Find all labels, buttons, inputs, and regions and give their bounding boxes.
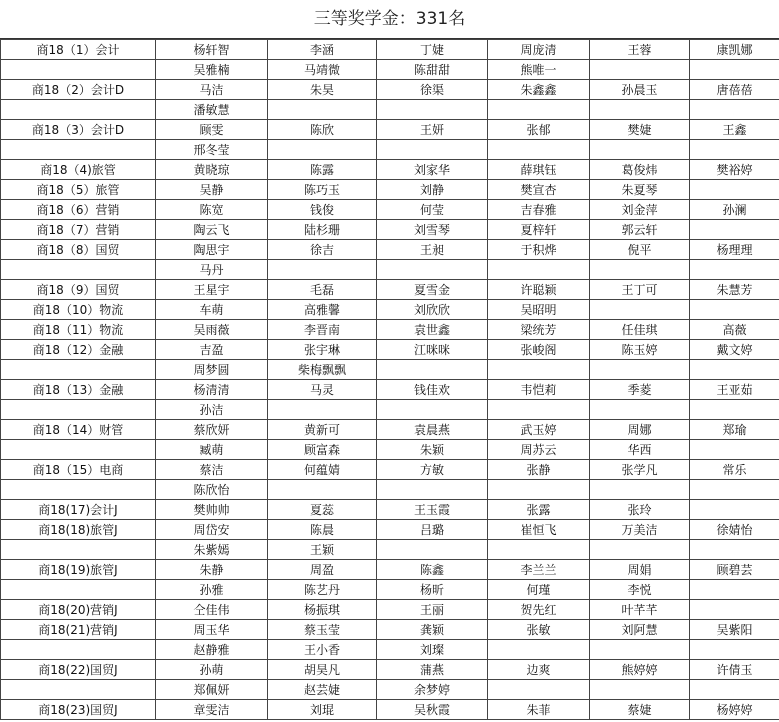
name-cell[interactable]: 袁晨燕 bbox=[377, 420, 488, 440]
class-cell[interactable] bbox=[1, 140, 156, 160]
name-cell[interactable]: 吉盈 bbox=[156, 340, 268, 360]
name-cell[interactable]: 顾富森 bbox=[268, 440, 377, 460]
name-cell[interactable] bbox=[690, 100, 779, 120]
table-row bbox=[1, 220, 779, 240]
table-row bbox=[1, 80, 779, 100]
name-cell[interactable] bbox=[590, 140, 690, 160]
name-cell[interactable]: 武玉婷 bbox=[488, 420, 590, 440]
name-cell[interactable]: 周岱安 bbox=[156, 520, 268, 540]
table-row bbox=[1, 540, 779, 560]
name-cell[interactable]: 徐吉 bbox=[268, 240, 377, 260]
name-cell[interactable] bbox=[488, 680, 590, 700]
table-row bbox=[1, 620, 779, 640]
class-cell[interactable] bbox=[1, 440, 156, 460]
class-cell[interactable]: 商18（5）旅管 bbox=[1, 180, 156, 200]
name-cell[interactable]: 徐渠 bbox=[377, 80, 488, 100]
table-row bbox=[1, 280, 779, 300]
name-cell[interactable]: 郑瑜 bbox=[690, 420, 779, 440]
name-cell[interactable]: 顾雯 bbox=[156, 120, 268, 140]
name-cell[interactable]: 熊婷婷 bbox=[590, 660, 690, 680]
name-cell[interactable]: 陈甜甜 bbox=[377, 60, 488, 80]
name-cell[interactable] bbox=[268, 100, 377, 120]
class-cell[interactable] bbox=[1, 260, 156, 280]
name-cell[interactable]: 樊婕 bbox=[590, 120, 690, 140]
name-cell[interactable]: 樊裕婷 bbox=[690, 160, 779, 180]
name-cell[interactable] bbox=[488, 640, 590, 660]
table-row bbox=[1, 460, 779, 480]
table-row bbox=[1, 420, 779, 440]
name-cell[interactable]: 王鑫 bbox=[690, 120, 779, 140]
name-cell[interactable]: 仝佳伟 bbox=[156, 600, 268, 620]
name-cell[interactable] bbox=[690, 580, 779, 600]
class-cell[interactable]: 商18（7）营销 bbox=[1, 220, 156, 240]
name-cell[interactable]: 余梦婷 bbox=[377, 680, 488, 700]
name-cell[interactable]: 张露 bbox=[488, 500, 590, 520]
name-cell[interactable]: 张郁 bbox=[488, 120, 590, 140]
name-cell[interactable]: 陈露 bbox=[268, 160, 377, 180]
table-row bbox=[1, 700, 779, 720]
name-cell[interactable]: 赵芸婕 bbox=[268, 680, 377, 700]
name-cell[interactable]: 赵静雅 bbox=[156, 640, 268, 660]
table-row bbox=[1, 160, 779, 180]
name-cell[interactable] bbox=[590, 260, 690, 280]
name-cell[interactable]: 刘琨 bbox=[268, 700, 377, 720]
name-cell[interactable]: 蔡欣妍 bbox=[156, 420, 268, 440]
name-cell[interactable] bbox=[690, 300, 779, 320]
name-cell[interactable]: 方敏 bbox=[377, 460, 488, 480]
class-cell[interactable]: 商18（10）物流 bbox=[1, 300, 156, 320]
name-cell[interactable]: 夏梓轩 bbox=[488, 220, 590, 240]
name-cell[interactable]: 王丽 bbox=[377, 600, 488, 620]
name-cell[interactable] bbox=[590, 640, 690, 660]
name-cell[interactable]: 朱颖 bbox=[377, 440, 488, 460]
name-cell[interactable]: 倪平 bbox=[590, 240, 690, 260]
name-cell[interactable]: 车萌 bbox=[156, 300, 268, 320]
name-cell[interactable]: 华西 bbox=[590, 440, 690, 460]
name-cell[interactable]: 朱夏琴 bbox=[590, 180, 690, 200]
name-cell[interactable] bbox=[590, 680, 690, 700]
name-cell[interactable]: 陶思宇 bbox=[156, 240, 268, 260]
name-cell[interactable]: 孙雅 bbox=[156, 580, 268, 600]
name-cell[interactable]: 杨昕 bbox=[377, 580, 488, 600]
name-cell[interactable]: 张敏 bbox=[488, 620, 590, 640]
name-cell[interactable]: 吴静 bbox=[156, 180, 268, 200]
name-cell[interactable] bbox=[377, 140, 488, 160]
name-cell[interactable]: 钱佳欢 bbox=[377, 380, 488, 400]
table-row bbox=[1, 180, 779, 200]
name-cell[interactable]: 陈宽 bbox=[156, 200, 268, 220]
name-cell[interactable]: 刘雪琴 bbox=[377, 220, 488, 240]
name-cell[interactable] bbox=[590, 480, 690, 500]
name-cell[interactable] bbox=[488, 140, 590, 160]
name-cell[interactable] bbox=[488, 260, 590, 280]
name-cell[interactable]: 何瑾 bbox=[488, 580, 590, 600]
name-cell[interactable]: 杨轩智 bbox=[156, 40, 268, 60]
name-cell[interactable]: 朱紫嫣 bbox=[156, 540, 268, 560]
class-cell[interactable] bbox=[1, 400, 156, 420]
name-cell[interactable]: 唐蓓蓓 bbox=[690, 80, 779, 100]
table-row bbox=[1, 240, 779, 260]
name-cell[interactable]: 孙萌 bbox=[156, 660, 268, 680]
class-cell[interactable] bbox=[1, 540, 156, 560]
name-cell[interactable] bbox=[690, 440, 779, 460]
name-cell[interactable]: 孙晨玉 bbox=[590, 80, 690, 100]
table-row bbox=[1, 440, 779, 460]
name-cell[interactable]: 吕璐 bbox=[377, 520, 488, 540]
name-cell[interactable]: 朱菲 bbox=[488, 700, 590, 720]
name-cell[interactable] bbox=[268, 480, 377, 500]
name-cell[interactable]: 孙洁 bbox=[156, 400, 268, 420]
name-cell[interactable] bbox=[377, 360, 488, 380]
name-cell[interactable]: 任佳琪 bbox=[590, 320, 690, 340]
name-cell[interactable]: 张宇琳 bbox=[268, 340, 377, 360]
table-row bbox=[1, 680, 779, 700]
class-cell[interactable]: 商18(19)旅管J bbox=[1, 560, 156, 580]
name-cell[interactable]: 周娟 bbox=[590, 560, 690, 580]
name-cell[interactable]: 马洁 bbox=[156, 80, 268, 100]
name-cell[interactable]: 周娜 bbox=[590, 420, 690, 440]
class-cell[interactable]: 商18（15）电商 bbox=[1, 460, 156, 480]
name-cell[interactable] bbox=[268, 140, 377, 160]
name-cell[interactable]: 于积烨 bbox=[488, 240, 590, 260]
name-cell[interactable]: 戴文婷 bbox=[690, 340, 779, 360]
name-cell[interactable]: 柴梅飘飘 bbox=[268, 360, 377, 380]
name-cell[interactable] bbox=[690, 480, 779, 500]
name-cell[interactable]: 马靖微 bbox=[268, 60, 377, 80]
name-cell[interactable]: 高雅馨 bbox=[268, 300, 377, 320]
name-cell[interactable]: 周庞清 bbox=[488, 40, 590, 60]
class-cell[interactable]: 商18（6）营销 bbox=[1, 200, 156, 220]
class-cell[interactable] bbox=[1, 640, 156, 660]
name-cell[interactable]: 康凯娜 bbox=[690, 40, 779, 60]
name-cell[interactable]: 臧萌 bbox=[156, 440, 268, 460]
class-cell[interactable]: 商18(17)会计J bbox=[1, 500, 156, 520]
name-cell[interactable]: 黄晓琼 bbox=[156, 160, 268, 180]
name-cell[interactable] bbox=[690, 220, 779, 240]
name-cell[interactable] bbox=[690, 400, 779, 420]
class-cell[interactable]: 商18（4)旅管 bbox=[1, 160, 156, 180]
name-cell[interactable]: 李涵 bbox=[268, 40, 377, 60]
table-row bbox=[1, 600, 779, 620]
name-cell[interactable]: 王星宇 bbox=[156, 280, 268, 300]
name-cell[interactable] bbox=[268, 400, 377, 420]
name-cell[interactable]: 张峻阁 bbox=[488, 340, 590, 360]
name-cell[interactable]: 刘阿慧 bbox=[590, 620, 690, 640]
class-cell[interactable]: 商18(22)国贸J bbox=[1, 660, 156, 680]
name-cell[interactable]: 朱慧芳 bbox=[690, 280, 779, 300]
name-cell[interactable]: 王妍 bbox=[377, 120, 488, 140]
name-cell[interactable] bbox=[590, 360, 690, 380]
table-row bbox=[1, 660, 779, 680]
name-cell[interactable]: 吴雨薇 bbox=[156, 320, 268, 340]
name-cell[interactable]: 李悦 bbox=[590, 580, 690, 600]
name-cell[interactable]: 周苏云 bbox=[488, 440, 590, 460]
name-cell[interactable]: 黄新可 bbox=[268, 420, 377, 440]
name-cell[interactable]: 陈玉婷 bbox=[590, 340, 690, 360]
name-cell[interactable]: 陆杉珊 bbox=[268, 220, 377, 240]
name-cell[interactable]: 周盈 bbox=[268, 560, 377, 580]
name-cell[interactable]: 蒲燕 bbox=[377, 660, 488, 680]
name-cell[interactable]: 钱俊 bbox=[268, 200, 377, 220]
name-cell[interactable]: 蔡玉莹 bbox=[268, 620, 377, 640]
name-cell[interactable]: 周梦圆 bbox=[156, 360, 268, 380]
name-cell[interactable] bbox=[488, 100, 590, 120]
name-cell[interactable]: 樊帅帅 bbox=[156, 500, 268, 520]
name-cell[interactable]: 薛琪钰 bbox=[488, 160, 590, 180]
name-cell[interactable]: 王丁可 bbox=[590, 280, 690, 300]
name-cell[interactable]: 陈巧玉 bbox=[268, 180, 377, 200]
name-cell[interactable]: 李晋南 bbox=[268, 320, 377, 340]
sheet-title: 三等奖学金：331名 bbox=[0, 0, 779, 39]
name-cell[interactable]: 陈晨 bbox=[268, 520, 377, 540]
name-cell[interactable]: 周玉华 bbox=[156, 620, 268, 640]
name-cell[interactable]: 杨婷婷 bbox=[690, 700, 779, 720]
class-cell[interactable] bbox=[1, 60, 156, 80]
name-cell[interactable]: 李兰兰 bbox=[488, 560, 590, 580]
name-cell[interactable]: 陈欣怡 bbox=[156, 480, 268, 500]
name-cell[interactable]: 朱昊 bbox=[268, 80, 377, 100]
name-cell[interactable] bbox=[377, 400, 488, 420]
table-row bbox=[1, 140, 779, 160]
name-cell[interactable] bbox=[488, 540, 590, 560]
name-cell[interactable]: 何蕴婧 bbox=[268, 460, 377, 480]
name-cell[interactable]: 夏蕊 bbox=[268, 500, 377, 520]
name-cell[interactable]: 吴秋霞 bbox=[377, 700, 488, 720]
name-cell[interactable] bbox=[590, 300, 690, 320]
name-cell[interactable]: 胡昊凡 bbox=[268, 660, 377, 680]
name-cell[interactable]: 季菱 bbox=[590, 380, 690, 400]
name-cell[interactable]: 吴雅楠 bbox=[156, 60, 268, 80]
name-cell[interactable]: 刘欣欣 bbox=[377, 300, 488, 320]
name-cell[interactable]: 潘敏慧 bbox=[156, 100, 268, 120]
table-row bbox=[1, 120, 779, 140]
name-cell[interactable]: 王亚茹 bbox=[690, 380, 779, 400]
name-cell[interactable]: 许聪颖 bbox=[488, 280, 590, 300]
name-cell[interactable] bbox=[690, 260, 779, 280]
name-cell[interactable]: 王昶 bbox=[377, 240, 488, 260]
name-cell[interactable]: 徐婧怡 bbox=[690, 520, 779, 540]
name-cell[interactable]: 崔恒飞 bbox=[488, 520, 590, 540]
name-cell[interactable]: 熊唯一 bbox=[488, 60, 590, 80]
class-cell[interactable] bbox=[1, 100, 156, 120]
name-cell[interactable] bbox=[690, 640, 779, 660]
class-cell[interactable]: 商18（9）国贸 bbox=[1, 280, 156, 300]
name-cell[interactable]: 张学凡 bbox=[590, 460, 690, 480]
name-cell[interactable] bbox=[590, 540, 690, 560]
name-cell[interactable]: 许倩玉 bbox=[690, 660, 779, 680]
class-cell[interactable] bbox=[1, 580, 156, 600]
name-cell[interactable]: 贺先红 bbox=[488, 600, 590, 620]
name-cell[interactable]: 樊宣杏 bbox=[488, 180, 590, 200]
name-cell[interactable]: 蔡婕 bbox=[590, 700, 690, 720]
name-cell[interactable] bbox=[690, 360, 779, 380]
name-cell[interactable]: 吴昭明 bbox=[488, 300, 590, 320]
table-row bbox=[1, 560, 779, 580]
name-cell[interactable] bbox=[377, 260, 488, 280]
name-cell[interactable]: 陶云飞 bbox=[156, 220, 268, 240]
scholarship-table bbox=[0, 39, 779, 720]
name-cell[interactable]: 邢冬莹 bbox=[156, 140, 268, 160]
name-cell[interactable]: 王小香 bbox=[268, 640, 377, 660]
name-cell[interactable]: 朱鑫鑫 bbox=[488, 80, 590, 100]
name-cell[interactable] bbox=[488, 400, 590, 420]
name-cell[interactable]: 马丹 bbox=[156, 260, 268, 280]
name-cell[interactable]: 陈鑫 bbox=[377, 560, 488, 580]
name-cell[interactable] bbox=[690, 180, 779, 200]
table-row bbox=[1, 60, 779, 80]
name-cell[interactable]: 刘静 bbox=[377, 180, 488, 200]
table-row bbox=[1, 640, 779, 660]
table-row bbox=[1, 320, 779, 340]
name-cell[interactable]: 郑佩妍 bbox=[156, 680, 268, 700]
table-row bbox=[1, 400, 779, 420]
name-cell[interactable] bbox=[590, 400, 690, 420]
name-cell[interactable]: 陈艺丹 bbox=[268, 580, 377, 600]
table-row bbox=[1, 260, 779, 280]
class-cell[interactable]: 商18（13）金融 bbox=[1, 380, 156, 400]
name-cell[interactable] bbox=[590, 60, 690, 80]
class-cell[interactable]: 商18（2）会计D bbox=[1, 80, 156, 100]
table-row bbox=[1, 520, 779, 540]
name-cell[interactable]: 高薇 bbox=[690, 320, 779, 340]
table-row bbox=[1, 340, 779, 360]
name-cell[interactable]: 万美洁 bbox=[590, 520, 690, 540]
table-row bbox=[1, 580, 779, 600]
name-cell[interactable]: 杨清清 bbox=[156, 380, 268, 400]
class-cell[interactable]: 商18（8）国贸 bbox=[1, 240, 156, 260]
name-cell[interactable] bbox=[690, 680, 779, 700]
name-cell[interactable]: 常乐 bbox=[690, 460, 779, 480]
name-cell[interactable] bbox=[488, 360, 590, 380]
class-cell[interactable] bbox=[1, 480, 156, 500]
name-cell[interactable] bbox=[377, 480, 488, 500]
class-cell[interactable] bbox=[1, 360, 156, 380]
name-cell[interactable]: 何莹 bbox=[377, 200, 488, 220]
name-cell[interactable]: 梁统芳 bbox=[488, 320, 590, 340]
name-cell[interactable] bbox=[690, 140, 779, 160]
name-cell[interactable]: 夏雪金 bbox=[377, 280, 488, 300]
name-cell[interactable]: 龚颖 bbox=[377, 620, 488, 640]
class-cell[interactable]: 商18（11）物流 bbox=[1, 320, 156, 340]
name-cell[interactable]: 陈欣 bbox=[268, 120, 377, 140]
name-cell[interactable]: 韦恺莉 bbox=[488, 380, 590, 400]
name-cell[interactable]: 孙澜 bbox=[690, 200, 779, 220]
name-cell[interactable]: 吴紫阳 bbox=[690, 620, 779, 640]
table-row bbox=[1, 500, 779, 520]
name-cell[interactable] bbox=[690, 540, 779, 560]
class-cell[interactable]: 商18(23)国贸J bbox=[1, 700, 156, 720]
name-cell[interactable] bbox=[377, 100, 488, 120]
class-cell[interactable]: 商18（12）金融 bbox=[1, 340, 156, 360]
table-row bbox=[1, 200, 779, 220]
name-cell[interactable]: 葛俊炜 bbox=[590, 160, 690, 180]
name-cell[interactable]: 杨振琪 bbox=[268, 600, 377, 620]
name-cell[interactable] bbox=[590, 100, 690, 120]
name-cell[interactable]: 朱静 bbox=[156, 560, 268, 580]
table-row bbox=[1, 480, 779, 500]
class-cell[interactable] bbox=[1, 680, 156, 700]
class-cell[interactable]: 商18(18)旅管J bbox=[1, 520, 156, 540]
name-cell[interactable] bbox=[690, 60, 779, 80]
name-cell[interactable]: 叶芊芊 bbox=[590, 600, 690, 620]
table-row bbox=[1, 100, 779, 120]
class-cell[interactable]: 商18（1）会计 bbox=[1, 40, 156, 60]
name-cell[interactable]: 郭云轩 bbox=[590, 220, 690, 240]
name-cell[interactable]: 江咪咪 bbox=[377, 340, 488, 360]
name-cell[interactable]: 边爽 bbox=[488, 660, 590, 680]
name-cell[interactable]: 袁世鑫 bbox=[377, 320, 488, 340]
name-cell[interactable]: 章雯洁 bbox=[156, 700, 268, 720]
class-cell[interactable]: 商18（3）会计D bbox=[1, 120, 156, 140]
name-cell[interactable] bbox=[690, 500, 779, 520]
name-cell[interactable]: 丁婕 bbox=[377, 40, 488, 60]
class-cell[interactable]: 商18(21)营销J bbox=[1, 620, 156, 640]
name-cell[interactable]: 张玲 bbox=[590, 500, 690, 520]
name-cell[interactable]: 吉春雅 bbox=[488, 200, 590, 220]
name-cell[interactable]: 王蓉 bbox=[590, 40, 690, 60]
name-cell[interactable]: 王颖 bbox=[268, 540, 377, 560]
name-cell[interactable]: 毛磊 bbox=[268, 280, 377, 300]
class-cell[interactable]: 商18(20)营销J bbox=[1, 600, 156, 620]
name-cell[interactable]: 马灵 bbox=[268, 380, 377, 400]
table-row bbox=[1, 360, 779, 380]
table-row bbox=[1, 300, 779, 320]
name-cell[interactable]: 张静 bbox=[488, 460, 590, 480]
name-cell[interactable]: 刘金萍 bbox=[590, 200, 690, 220]
name-cell[interactable] bbox=[377, 540, 488, 560]
class-cell[interactable]: 商18（14）财管 bbox=[1, 420, 156, 440]
name-cell[interactable] bbox=[488, 480, 590, 500]
name-cell[interactable] bbox=[268, 260, 377, 280]
name-cell[interactable]: 王玉霞 bbox=[377, 500, 488, 520]
name-cell[interactable]: 蔡洁 bbox=[156, 460, 268, 480]
name-cell[interactable] bbox=[690, 600, 779, 620]
name-cell[interactable]: 刘家华 bbox=[377, 160, 488, 180]
name-cell[interactable]: 杨理理 bbox=[690, 240, 779, 260]
table-row bbox=[1, 40, 779, 60]
name-cell[interactable]: 刘璨 bbox=[377, 640, 488, 660]
table-row bbox=[1, 380, 779, 400]
name-cell[interactable]: 顾碧芸 bbox=[690, 560, 779, 580]
